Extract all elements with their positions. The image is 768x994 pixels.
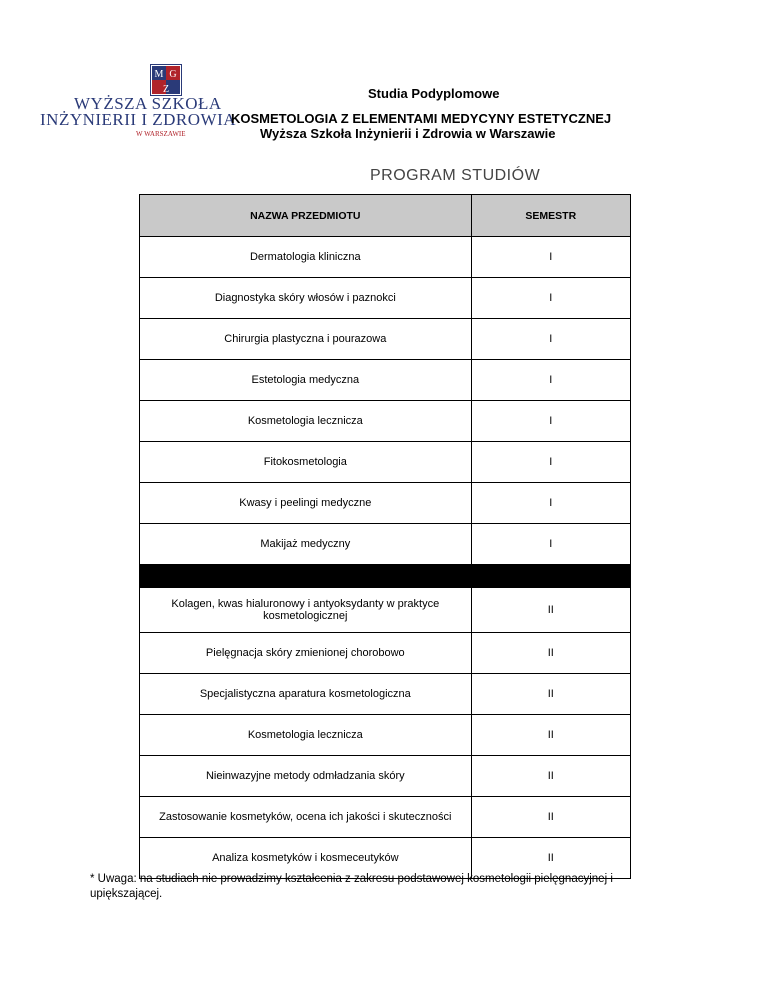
subject-name: Pielęgnacja skóry zmienionej chorobowo (140, 633, 472, 674)
subject-name: Estetologia medyczna (140, 360, 472, 401)
subject-name: Analiza kosmetyków i kosmeceutyków (140, 838, 472, 879)
footnote: * Uwaga: na studiach nie prowadzimy kształcenia z zakresu podstawowej kosmetologii pielęgnacyjnej i upiększającej. (90, 873, 613, 900)
table-row (140, 756, 631, 797)
table-row (140, 715, 631, 756)
subject-name: Dermatologia kliniczna (140, 237, 472, 278)
subject-name: Kosmetologia lecznicza (140, 401, 472, 442)
table-row (140, 401, 631, 442)
table-row (140, 588, 631, 633)
subject-semester: II (471, 838, 630, 879)
subject-semester: II (471, 756, 630, 797)
program-heading: PROGRAM STUDIÓW (370, 167, 541, 184)
subject-name: Nieinwazyjne metody odmładzania skóry (140, 756, 472, 797)
semester-separator (140, 565, 631, 588)
table-row (140, 278, 631, 319)
program-table (139, 194, 631, 879)
table-row (140, 360, 631, 401)
subject-name: Kwasy i peelingi medyczne (140, 483, 472, 524)
table-row (140, 483, 631, 524)
svg-text:Z: Z (162, 84, 170, 95)
subject-semester: II (471, 715, 630, 756)
subject-name: Specjalistyczna aparatura kosmetologiczna (140, 674, 472, 715)
subject-semester: II (471, 633, 630, 674)
table-row (140, 319, 631, 360)
table-row (140, 797, 631, 838)
subject-name: Makijaż medyczny (140, 524, 472, 565)
institution-name: Wyższa Szkoła Inżynierii i Zdrowia w Warszawie (260, 126, 556, 141)
subject-semester: I (471, 360, 630, 401)
subject-semester: II (471, 674, 630, 715)
school-crest-icon (150, 64, 182, 96)
subject-name: Zastosowanie kosmetyków, ocena ich jakości i skuteczności (140, 797, 472, 838)
subject-semester: I (471, 278, 630, 319)
logo-text-line1: WYŻSZA SZKOŁA (74, 94, 222, 113)
subject-name: Kosmetologia lecznicza (140, 715, 472, 756)
subject-name: Chirurgia plastyczna i pourazowa (140, 319, 472, 360)
subject-semester: I (471, 319, 630, 360)
table-header-row (140, 195, 631, 237)
semester-separator-row (140, 565, 631, 588)
table-row (140, 237, 631, 278)
subject-name: Diagnostyka skóry włosów i paznokci (140, 278, 472, 319)
subject-semester: II (471, 797, 630, 838)
subject-name: Fitokosmetologia (140, 442, 472, 483)
course-title: KOSMETOLOGIA Z ELEMENTAMI MEDYCYNY ESTETYCZNEJ (231, 111, 612, 126)
column-header-subject: NAZWA PRZEDMIOTU (140, 195, 472, 237)
logo-text-line2: INŻYNIERII I ZDROWIA (40, 110, 237, 129)
table-row (140, 674, 631, 715)
subject-semester: I (471, 237, 630, 278)
column-header-semester: SEMESTR (471, 195, 630, 237)
table-row (140, 442, 631, 483)
subject-semester: I (471, 483, 630, 524)
subject-name: Kolagen, kwas hialuronowy i antyoksydanty w praktyce kosmetologicznej (140, 588, 472, 633)
subject-semester: I (471, 442, 630, 483)
subject-semester: I (471, 524, 630, 565)
studies-type: Studia Podyplomowe (368, 86, 500, 101)
svg-text:G: G (169, 69, 177, 80)
logo-text-line3: W WARSZAWIE (136, 130, 186, 138)
svg-text:M: M (154, 69, 164, 80)
school-logo (40, 60, 237, 140)
subject-semester: II (471, 588, 630, 633)
table-row (140, 524, 631, 565)
subject-semester: I (471, 401, 630, 442)
table-row (140, 633, 631, 674)
